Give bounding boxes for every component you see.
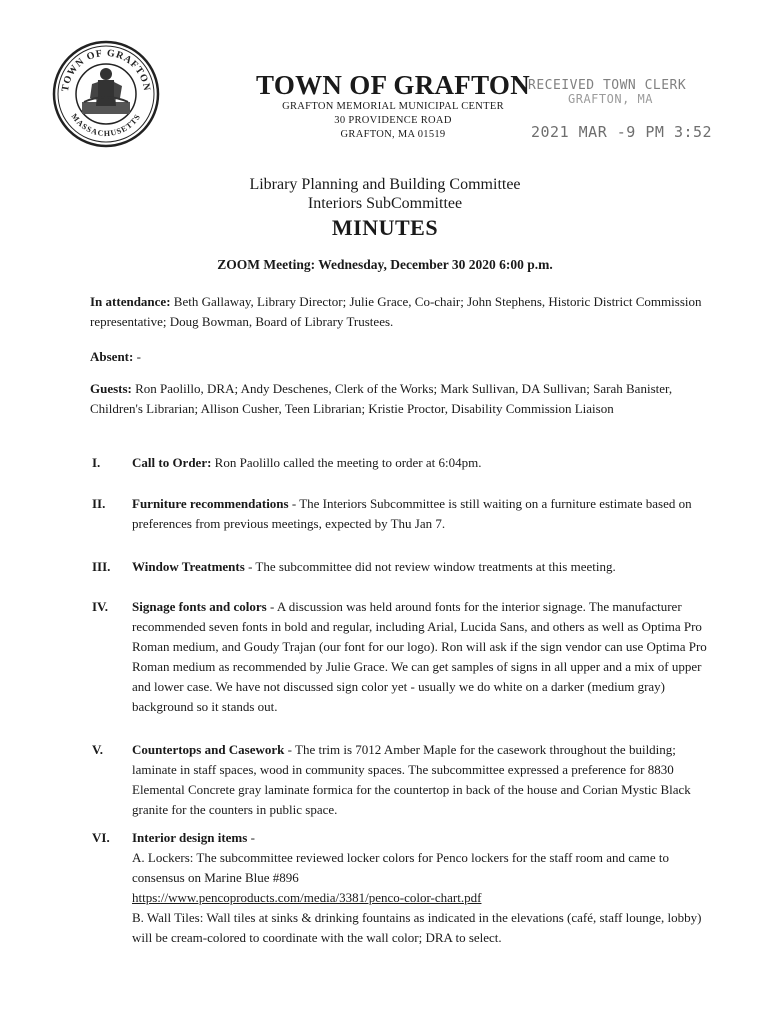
guests-text: Ron Paolillo, DRA; Andy Deschenes, Clerk of the Works; Mark Sullivan, DA Sullivan; Sarah Banister, Children's Librarian; Allison Cusher, Teen Librarian; Kristie Proctor, Disability Commission Liaison: [90, 381, 673, 416]
item-text: - A discussion was held around fonts for the interior signage. The manufacturer recommended seven fonts in bold and regular, including Arial, Lucida Sans, and others as well as Optima Pro Roman medium, and Goudy Trajan (our font for our logo). Ron will ask if the sign vendor can use Optima Pro Roman medium as recommended by Julie Grace. We can get samples of signs in all upper and a mix of upper and lower case. We have not discussed sign color yet - usually we do white on a darker (medium gray) background so it stands out.: [132, 599, 707, 714]
seal-text-top: TOWN OF GRAFTON: [59, 47, 153, 93]
item-text: -: [247, 830, 255, 845]
minutes-title: MINUTES: [331, 215, 439, 240]
guests-label: Guests:: [90, 381, 132, 396]
item-title: Call to Order:: [132, 455, 212, 470]
item-text: - The Interiors Subcommittee is still waiting on a furniture estimate based on preferences from previous meetings, expected by Thu Jan 7.: [132, 496, 692, 531]
address-line-3: GRAFTON, MA 01519: [340, 129, 446, 140]
item-text: - The subcommittee did not review window treatments at this meeting.: [244, 559, 616, 574]
wall-tiles-subitem: B. Wall Tiles: Wall tiles at sinks & drinking fountains as indicated in the elevations (café, staff lounge, lobby) will be cream-colored to coordinate with the wall color; DRA to select.: [132, 910, 702, 945]
address-line-2: 30 PROVIDENCE ROAD: [334, 115, 452, 126]
item-title: Signage fonts and colors: [132, 599, 267, 614]
item-title: Countertops and Casework: [132, 742, 285, 757]
seal-text-bottom: MASSACHUSETTS: [69, 111, 143, 139]
agenda-item-countertops: [132, 740, 714, 820]
town-seal-icon: [52, 40, 160, 148]
item-number: II.: [92, 496, 106, 511]
received-stamp-date: 2021 MAR -9 PM 3:52: [531, 123, 713, 141]
agenda-item-window-treatments: [132, 557, 714, 577]
committee-name: Library Planning and Building Committee: [249, 176, 521, 193]
attendance-paragraph: [90, 292, 710, 332]
item-number: III.: [92, 559, 111, 574]
item-title: Window Treatments: [132, 559, 245, 574]
item-text: - The trim is 7012 Amber Maple for the casework throughout the building; laminate in staff spaces, wood in community spaces. The subcommittee expressed a preference for 8830 Elemental Concrete gray laminate formica for the countertop in back of the house and Corian Mystic Black granite for the counters in public space.: [132, 742, 691, 817]
agenda-item-signage: [132, 597, 714, 717]
agenda-item-furniture: [132, 494, 714, 534]
subcommittee-name: Interiors SubCommittee: [307, 195, 463, 212]
item-title: Furniture recommendations: [132, 496, 289, 511]
item-number: I.: [92, 455, 101, 470]
absent-paragraph: [90, 347, 710, 367]
agenda-item-interior-design: [132, 828, 714, 948]
received-stamp-line-1: RECEIVED TOWN CLERK: [528, 78, 687, 93]
town-title: TOWN OF GRAFTON: [256, 70, 531, 100]
meeting-info: ZOOM Meeting: Wednesday, December 30 2020 6:00 p.m.: [217, 257, 553, 272]
agenda-item-call-to-order: [132, 453, 714, 473]
item-number: V.: [92, 742, 103, 757]
item-number: VI.: [92, 830, 110, 845]
attendance-label: In attendance:: [90, 294, 171, 309]
absent-text: -: [133, 349, 141, 364]
lockers-subitem: A. Lockers: The subcommittee reviewed locker colors for Penco lockers for the staff room and came to consensus on Marine Blue #896: [132, 850, 670, 885]
address-line-1: GRAFTON MEMORIAL MUNICIPAL CENTER: [282, 101, 504, 112]
item-number: IV.: [92, 599, 109, 614]
received-stamp-line-2: GRAFTON, MA: [568, 92, 653, 106]
item-title: Interior design items: [132, 830, 248, 845]
item-text: Ron Paolillo called the meeting to order at 6:04pm.: [211, 455, 482, 470]
attendance-text: Beth Gallaway, Library Director; Julie Grace, Co-chair; John Stephens, Historic District Commission representative; Doug Bowman, Board of Library Trustees.: [90, 294, 702, 329]
penco-color-chart-link[interactable]: https://www.pencoproducts.com/media/3381/penco-color-chart.pdf: [132, 890, 482, 905]
guests-paragraph: [90, 379, 710, 419]
absent-label: Absent:: [90, 349, 134, 364]
